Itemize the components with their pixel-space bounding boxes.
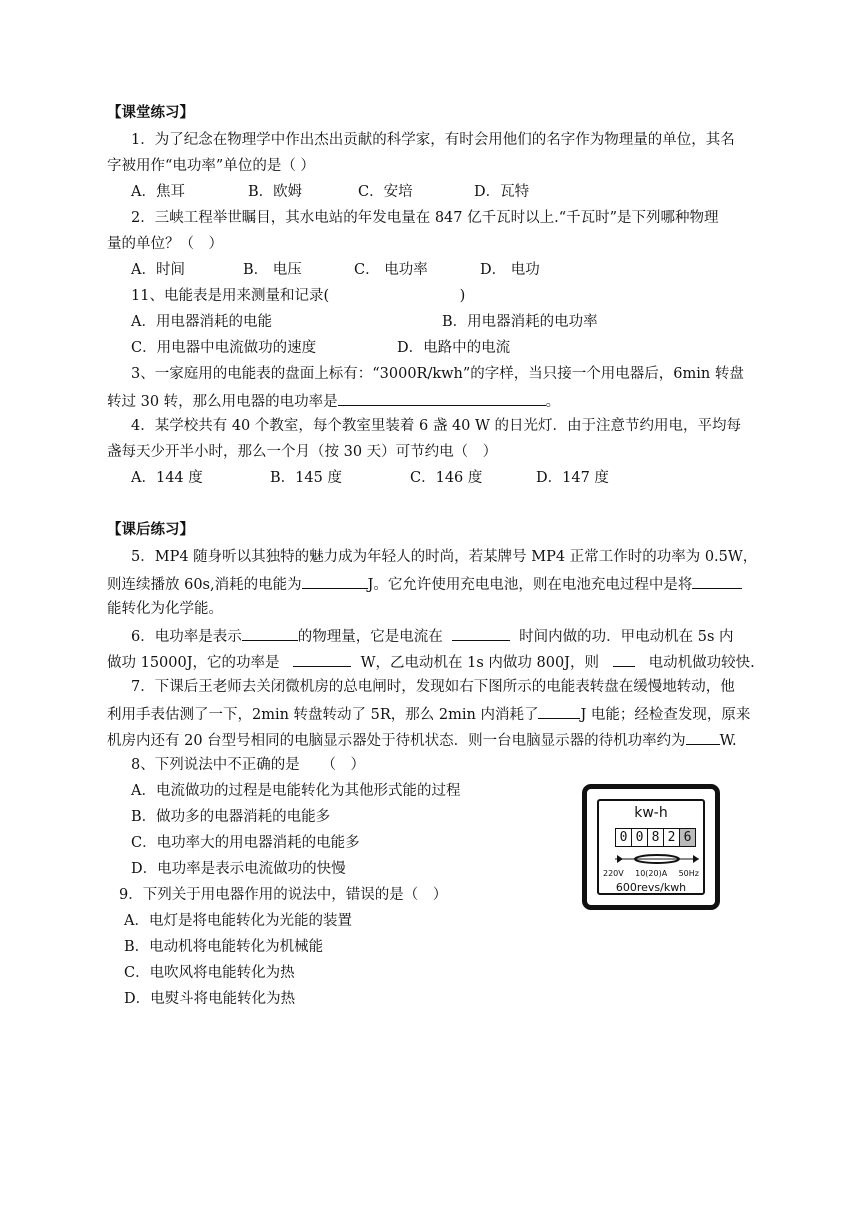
q8-option-b: B．做功多的电器消耗的电能多	[131, 809, 331, 825]
q3-line2-end: 。	[545, 394, 561, 410]
q9-option-c: C．电吹风将电能转化为热	[124, 965, 295, 981]
q2-option-a: A．时间	[131, 262, 185, 278]
q6-line1-c: 时间内做的功．甲电动机在 5s 内	[519, 629, 734, 645]
q2-line1: 2．三峡工程举世瞩目，其水电站的年发电量在 847 亿千瓦时以上.“千瓦时”是下列哪种物理	[131, 210, 719, 226]
q2-option-d: D． 电功	[480, 262, 540, 278]
q5-line2-mid: J。它允许使用充电电池，则在电池充电过程中是将	[367, 577, 693, 593]
q11-option-d: D．电路中的电流	[397, 340, 511, 356]
q6-line2	[107, 651, 755, 673]
meter-digit: 8	[647, 828, 664, 847]
q1-line1: 1．为了纪念在物理学中作出杰出贡献的科学家，有时会用他们的名字作为物理量的单位，其名	[131, 132, 735, 148]
q9-option-a: A．电灯是将电能转化为光能的装置	[124, 913, 352, 929]
meter-voltage: 220V	[603, 869, 624, 878]
q1-line2: 字被用作“电功率”单位的是（ ）	[107, 158, 315, 174]
q3-line1: 3、一家庭用的电能表的盘面上标有：“3000R/kwh”的字样，当只接一个用电器后，6min 转盘	[131, 366, 744, 382]
q3-answer-blank	[338, 390, 546, 406]
q9-line1: 9．下列关于用电器作用的说法中，错误的是（ ）	[119, 887, 448, 903]
meter-current: 10(20)A	[635, 869, 668, 878]
q3-line2-text: 转过 30 转，那么用电器的电功率是	[107, 394, 338, 410]
meter-digit: 2	[663, 828, 680, 847]
q6-line1-b: 的物理量，它是电流在	[297, 629, 443, 645]
q4-option-c: C．146 度	[410, 470, 483, 486]
meter-panel	[597, 799, 705, 895]
q4-option-d: D．147 度	[536, 470, 609, 486]
q9-option-b: B．电动机将电能转化为机械能	[124, 939, 324, 955]
q7-line3	[107, 729, 737, 751]
q6-blank-1	[242, 625, 298, 641]
section-title-classroom: 【课堂练习】	[107, 105, 194, 121]
q4-option-b: B．145 度	[270, 470, 342, 486]
meter-unit-label: kw-h	[634, 805, 668, 821]
q8-option-c: C．电功率大的用电器消耗的电能多	[131, 835, 360, 851]
meter-rating	[603, 869, 699, 878]
q2-line2: 量的单位？（ ）	[107, 236, 223, 252]
q5-blank-1	[302, 573, 368, 589]
q4-line1: 4．某学校共有 40 个教室，每个教室里装着 6 盏 40 W 的日光灯．由于注意节约用电，平均每	[131, 418, 742, 434]
meter-digits	[615, 828, 695, 847]
meter-digit: 0	[615, 828, 632, 847]
q5-line3: 能转化为化学能。	[107, 601, 223, 617]
q8-option-d: D．电功率是表示电流做功的快慢	[131, 861, 346, 877]
q6-line2-c: 电动机做功较快.	[648, 655, 755, 671]
q6-blank-3	[293, 651, 351, 667]
q5-line2	[107, 573, 742, 595]
electric-meter-figure	[582, 784, 720, 910]
q11-option-b: B．用电器消耗的电功率	[442, 314, 598, 330]
q5-line1: 5．MP4 随身听以其独特的魅力成为年轻人的时尚，若某牌号 MP4 正常工作时的功率为 0.5W，	[131, 549, 758, 565]
meter-revs-label: 600revs/kwh	[615, 881, 687, 894]
q2-option-b: B． 电压	[243, 262, 302, 278]
q11-option-c: C．用电器中电流做功的速度	[131, 340, 317, 356]
q7-line1: 7．下课后王老师去关闭微机房的总电闸时，发现如右下图所示的电能表转盘在缓慢地转动，他	[131, 679, 735, 695]
q7-line3-a: 机房内还有 20 台型号相同的电脑显示器处于待机状态．则一台电脑显示器的待机功率约为	[107, 733, 686, 749]
meter-rotating-disk-icon	[613, 853, 701, 865]
q9-option-d: D．电熨斗将电能转化为热	[124, 991, 296, 1007]
q1-option-a: A．焦耳	[131, 184, 185, 200]
q6-line2-b: W，乙电动机在 1s 内做功 800J，则	[360, 655, 599, 671]
q11-line1: 11、电能表是用来测量和记录( )	[131, 288, 466, 304]
q8-option-a: A．电流做功的过程是电能转化为其他形式能的过程	[131, 783, 461, 799]
q6-line1	[131, 625, 734, 647]
q1-option-c: C．安培	[358, 184, 413, 200]
q4-option-a: A．144 度	[131, 470, 203, 486]
q7-line3-b: W.	[719, 733, 737, 749]
q5-line2-text: 则连续播放 60s,消耗的电能为	[107, 577, 302, 593]
meter-digit: 0	[631, 828, 648, 847]
q8-line1: 8、下列说法中不正确的是 （ ）	[131, 757, 365, 773]
q5-blank-2	[692, 573, 742, 589]
q1-option-b: B．欧姆	[248, 184, 303, 200]
meter-digit-decimal: 6	[679, 828, 696, 847]
section-title-homework: 【课后练习】	[107, 522, 194, 538]
q11-option-a: A．用电器消耗的电能	[131, 314, 272, 330]
q4-line2: 盏每天少开半小时，那么一个月（按 30 天）可节约电（ ）	[107, 444, 498, 460]
q2-option-c: C． 电功率	[354, 262, 428, 278]
meter-frequency: 50Hz	[678, 869, 699, 878]
q6-line1-a: 6．电功率是表示	[131, 629, 242, 645]
q1-option-d: D．瓦特	[474, 184, 530, 200]
q7-line2	[107, 703, 750, 725]
q3-line2	[107, 390, 560, 412]
q7-line2-b: J 电能；经检查发现，原来	[580, 707, 751, 723]
q6-blank-4	[613, 651, 635, 667]
q6-line2-a: 做功 15000J，它的功率是	[107, 655, 280, 671]
q6-blank-2	[452, 625, 510, 641]
q7-line2-a: 利用手表估测了一下，2min 转盘转动了 5R，那么 2min 内消耗了	[107, 707, 539, 723]
q7-blank-2	[686, 729, 720, 745]
q7-blank-1	[538, 703, 580, 719]
